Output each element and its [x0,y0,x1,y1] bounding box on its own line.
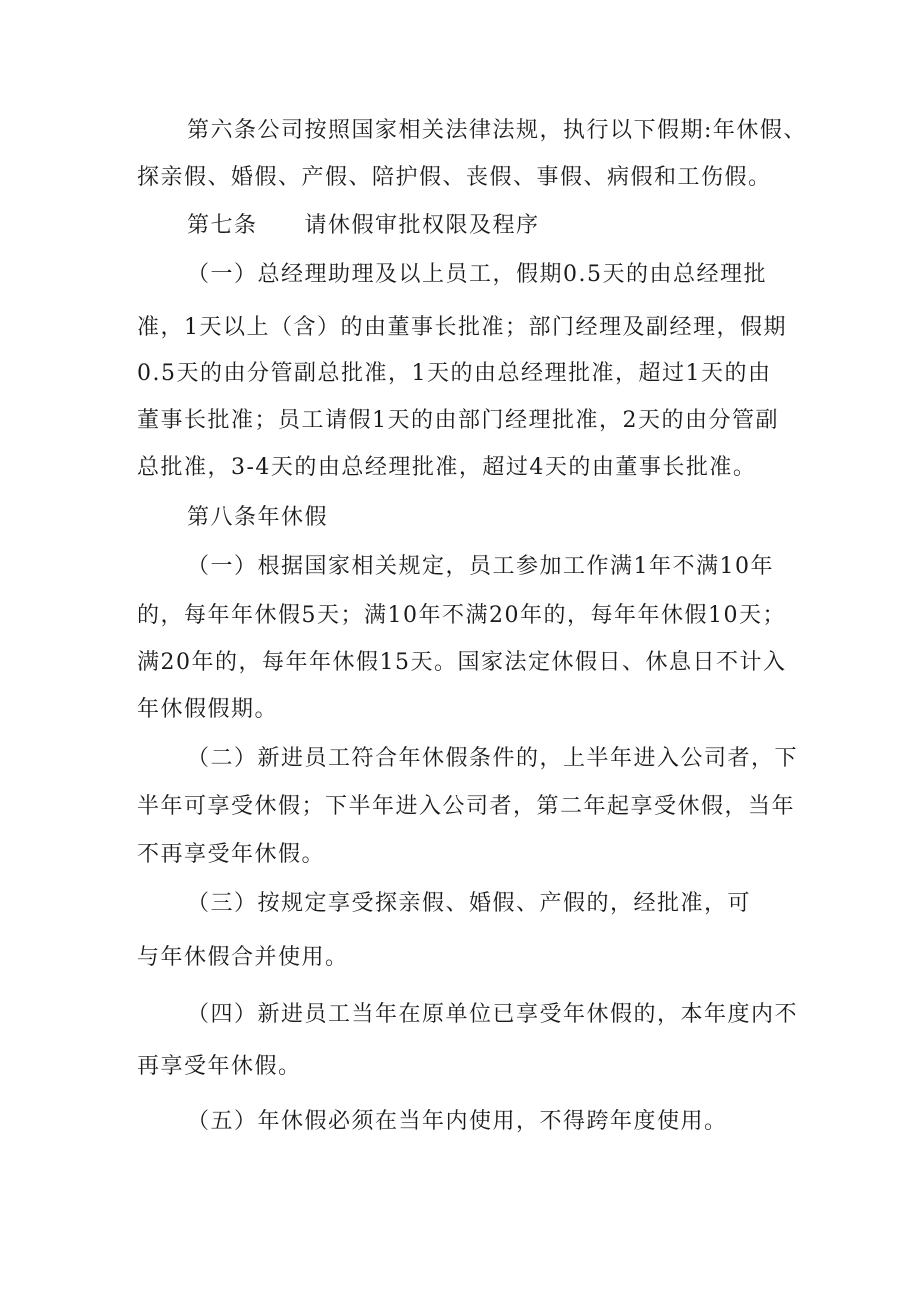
article-7-para-1-line-5: 总批准，3-4天的由总经理批准，超过4天的由董事长批准。 [137,455,757,480]
article-8-para-1-line-2: 的，每年年休假5天；满10年不满20年的，每年年休假10天； [137,603,786,628]
article-8-para-5-line-1: （五）年休假必须在当年内使用，不得跨年度使用。 [187,1109,728,1134]
article-8-para-4-line-2: 再享受年休假。 [137,1054,302,1079]
article-8-para-3-line-2: 与年休假合并使用。 [137,945,349,970]
article-8-heading: 第八条年休假 [187,505,329,530]
article-6-line-2: 探亲假、婚假、产假、陪护假、丧假、事假、病假和工伤假。 [137,165,772,190]
article-8-para-1-line-4: 年休假假期。 [137,697,279,722]
article-8-para-3-line-1: （三）按规定享受探亲假、婚假、产假的，经批准，可 [187,891,752,916]
article-7-para-1-line-3: 0.5天的由分管副总批准，1天的由总经理批准，超过1天的由 [137,361,772,386]
article-8-para-2-line-1: （二）新进员工符合年休假条件的，上半年进入公司者，下 [187,746,799,771]
article-7-para-1-line-2: 准，1天以上（含）的由董事长批准；部门经理及副经理，假期 [137,315,787,340]
article-8-para-2-line-3: 不再享受年休假。 [137,842,326,867]
article-8-para-1-line-1: （一）根据国家相关规定，员工参加工作满1年不满10年 [187,554,774,579]
article-7-para-1-line-1: （一）总经理助理及以上员工，假期0.5天的由总经理批 [187,262,767,287]
article-8-para-1-line-3: 满20年的，每年年休假15天。国家法定休假日、休息日不计入 [137,650,787,675]
article-6-line-1: 第六条公司按照国家相关法律法规，执行以下假期:年休假、 [187,118,807,143]
article-7-heading: 第七条 请休假审批权限及程序 [187,213,540,238]
article-8-para-2-line-2: 半年可享受休假；下半年进入公司者，第二年起享受休假，当年 [137,794,796,819]
article-7-para-1-line-4: 董事长批准；员工请假1天的由部门经理批准，2天的由分管副 [137,408,779,433]
article-8-para-4-line-1: （四）新进员工当年在原单位已享受年休假的，本年度内不 [187,1002,799,1027]
